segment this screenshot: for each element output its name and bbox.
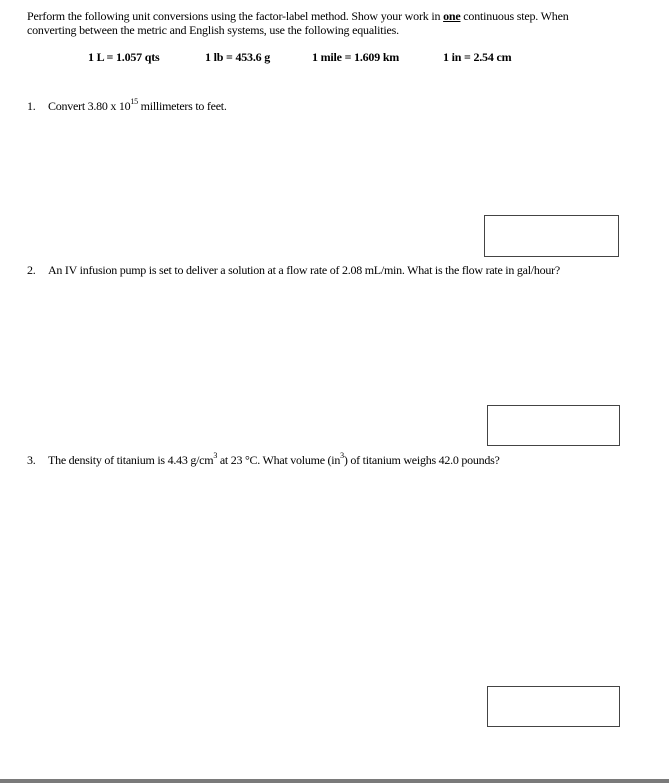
equality-pounds-grams: 1 lb = 453.6 g <box>205 50 271 64</box>
equality-liters-quarts: 1 L = 1.057 qts <box>88 50 160 64</box>
equality-inches-centimeters: 1 in = 2.54 cm <box>443 50 512 64</box>
question-3-sup-2: 3 <box>340 451 344 460</box>
instructions-paragraph <box>27 9 597 37</box>
question-1-text-a: Convert 3.80 x 10 <box>48 99 131 113</box>
answer-box-1[interactable] <box>484 215 619 257</box>
question-1-number: 1. <box>27 99 36 113</box>
instructions-emphasis: one <box>443 9 461 23</box>
question-3-text-c: ) of titanium weighs 42.0 pounds? <box>343 453 500 467</box>
question-1-text-b: millimeters to feet. <box>137 99 227 113</box>
question-3-text-b: at 23 °C. What volume (in <box>217 453 341 467</box>
question-2 <box>27 263 560 278</box>
question-2-number: 2. <box>27 263 36 277</box>
question-1-exponent: 15 <box>130 97 138 106</box>
instructions-text-start: Perform the following unit conversions using the factor-label method. Show your work in <box>27 9 444 23</box>
answer-box-3[interactable] <box>487 686 620 727</box>
question-1 <box>27 99 227 114</box>
instructions-text-end: continuous step. When converting between the metric and English systems, use the following equalities. <box>27 9 569 37</box>
question-3-number: 3. <box>27 453 36 467</box>
equality-miles-kilometers: 1 mile = 1.609 km <box>312 50 400 64</box>
question-3 <box>27 453 500 468</box>
answer-box-2[interactable] <box>487 405 620 446</box>
question-3-sup-1: 3 <box>213 451 218 460</box>
question-2-text: An IV infusion pump is set to deliver a solution at a flow rate of 2.08 mL/min. What is the flow rate in gal/hour? <box>48 263 560 277</box>
bottom-scroll-edge <box>0 779 669 783</box>
question-3-text-a: The density of titanium is 4.43 g/cm <box>48 453 214 467</box>
